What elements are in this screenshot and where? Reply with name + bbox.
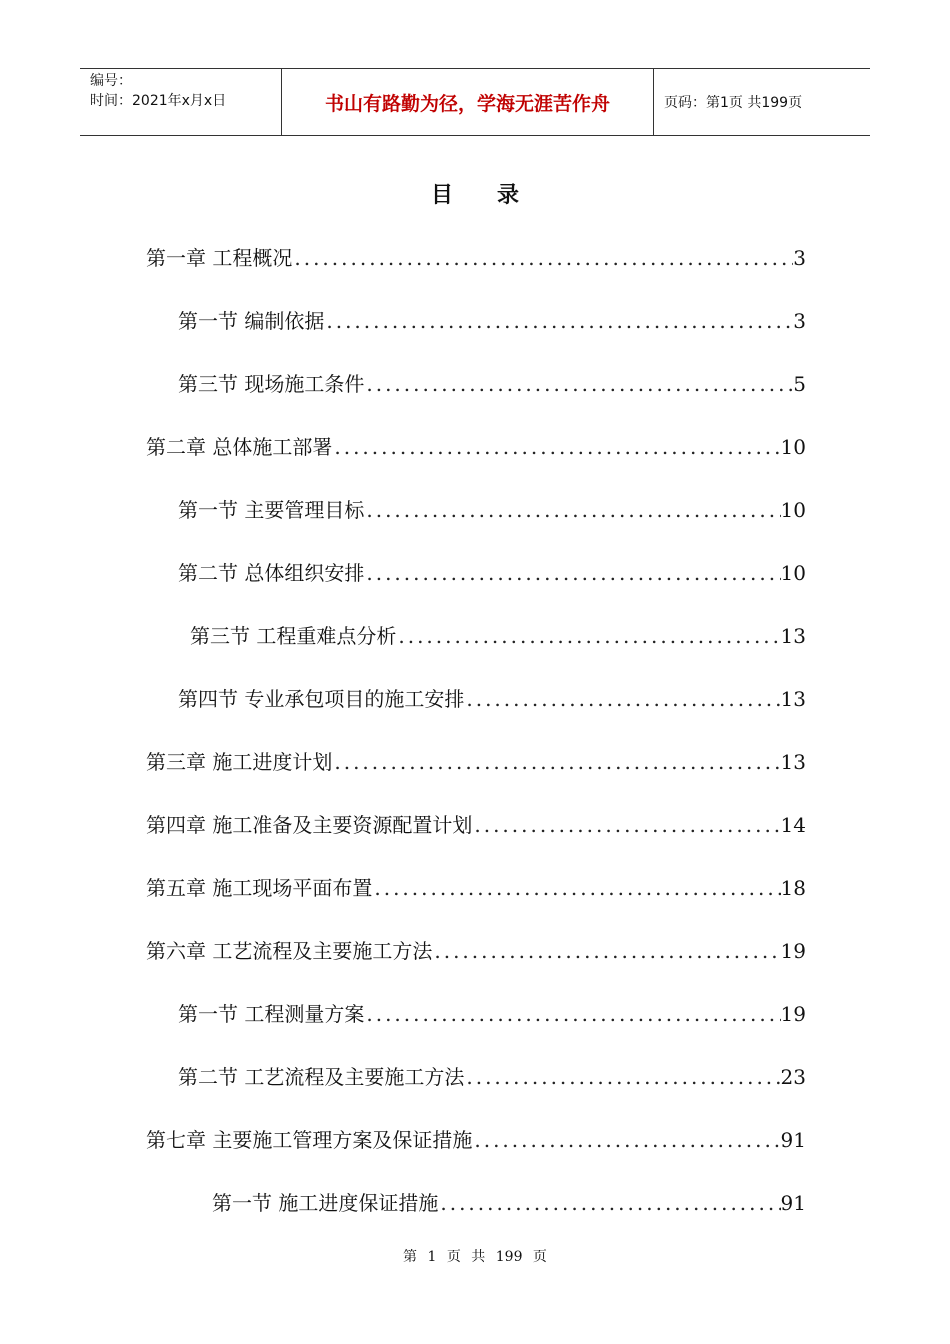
toc-entry[interactable] (178, 684, 806, 714)
toc-entry-label: 第二节 总体组织安排 (178, 561, 365, 585)
header-motto: 书山有路勤为径，学海无涯苦作舟 (282, 69, 654, 135)
toc-entry[interactable] (146, 747, 806, 777)
toc-entry-label: 第七章 主要施工管理方案及保证措施 (146, 1128, 473, 1152)
toc-entry-label: 第二节 工艺流程及主要施工方法 (178, 1065, 465, 1089)
toc-entry-label: 第三节 现场施工条件 (178, 372, 365, 396)
toc-entry-page-number: 91 (780, 1128, 806, 1152)
toc-dot-leader (432, 936, 780, 966)
toc-title: 目录 (430, 183, 563, 208)
page-header (80, 68, 870, 136)
toc-dot-leader (464, 684, 780, 714)
header-page-info: 页码：第1页 共199页 (664, 95, 803, 111)
toc-entry-label: 第一章 工程概况 (146, 246, 293, 270)
toc-dot-leader (364, 999, 780, 1029)
toc-dot-leader (472, 810, 780, 840)
toc-entry-label: 第一节 工程测量方案 (178, 1002, 365, 1026)
document-date-label: 时间：2021年x月x日 (90, 93, 227, 109)
toc-entry[interactable] (178, 369, 806, 399)
toc-entry[interactable] (178, 999, 806, 1029)
toc-entry-page-number: 14 (780, 813, 806, 837)
toc-entry-page-number: 10 (780, 498, 806, 522)
toc-entry-page-number: 13 (780, 750, 806, 774)
toc-entry-page-number: 23 (780, 1065, 806, 1089)
toc-entry-label: 第六章 工艺流程及主要施工方法 (146, 939, 433, 963)
toc-dot-leader (292, 243, 793, 273)
toc-entry-page-number: 3 (793, 309, 806, 333)
toc-entry-label: 第四章 施工准备及主要资源配置计划 (146, 813, 473, 837)
toc-entry-page-number: 18 (780, 876, 806, 900)
toc-entry[interactable] (146, 243, 806, 273)
page-footer: 第 1 页 共 199 页 (403, 1249, 547, 1265)
toc-dot-leader (438, 1188, 780, 1218)
toc-dot-leader (464, 1062, 780, 1092)
toc-entry[interactable] (178, 1062, 806, 1092)
toc-entry-page-number: 3 (793, 246, 806, 270)
toc-entry[interactable] (146, 873, 806, 903)
toc-dot-leader (332, 747, 780, 777)
toc-dot-leader (372, 873, 780, 903)
toc-entry[interactable] (178, 306, 806, 336)
toc-entry-page-number: 19 (780, 939, 806, 963)
toc-dot-leader (332, 432, 780, 462)
toc-entry[interactable] (146, 1125, 806, 1155)
toc-entry-label: 第一节 编制依据 (178, 309, 325, 333)
toc-entry[interactable] (178, 558, 806, 588)
toc-dot-leader (364, 558, 780, 588)
toc-dot-leader (324, 306, 793, 336)
toc-dot-leader (396, 621, 780, 651)
toc-entry-page-number: 13 (780, 687, 806, 711)
toc-entry[interactable] (190, 621, 806, 651)
toc-entry-label: 第三节 工程重难点分析 (190, 624, 397, 648)
toc-entry[interactable] (146, 810, 806, 840)
toc-entry-label: 第一节 主要管理目标 (178, 498, 365, 522)
toc-entry-page-number: 10 (780, 561, 806, 585)
toc-entry-page-number: 5 (793, 372, 806, 396)
toc-entry-label: 第五章 施工现场平面布置 (146, 876, 373, 900)
toc-entry-label: 第一节 施工进度保证措施 (212, 1191, 439, 1215)
toc-dot-leader (364, 369, 793, 399)
toc-entry[interactable] (178, 495, 806, 525)
toc-entry-page-number: 19 (780, 1002, 806, 1026)
toc-entry[interactable] (146, 432, 806, 462)
toc-entry-page-number: 13 (780, 624, 806, 648)
toc-dot-leader (472, 1125, 780, 1155)
toc-entry[interactable] (146, 936, 806, 966)
header-meta (80, 69, 282, 135)
toc-entry-page-number: 91 (780, 1191, 806, 1215)
toc-dot-leader (364, 495, 780, 525)
toc-entry-label: 第二章 总体施工部署 (146, 435, 333, 459)
toc-entry-page-number: 10 (780, 435, 806, 459)
toc-entry-label: 第四节 专业承包项目的施工安排 (178, 687, 465, 711)
toc-entry[interactable] (212, 1188, 806, 1218)
toc-entry-label: 第三章 施工进度计划 (146, 750, 333, 774)
document-number-label: 编号： (90, 73, 132, 89)
